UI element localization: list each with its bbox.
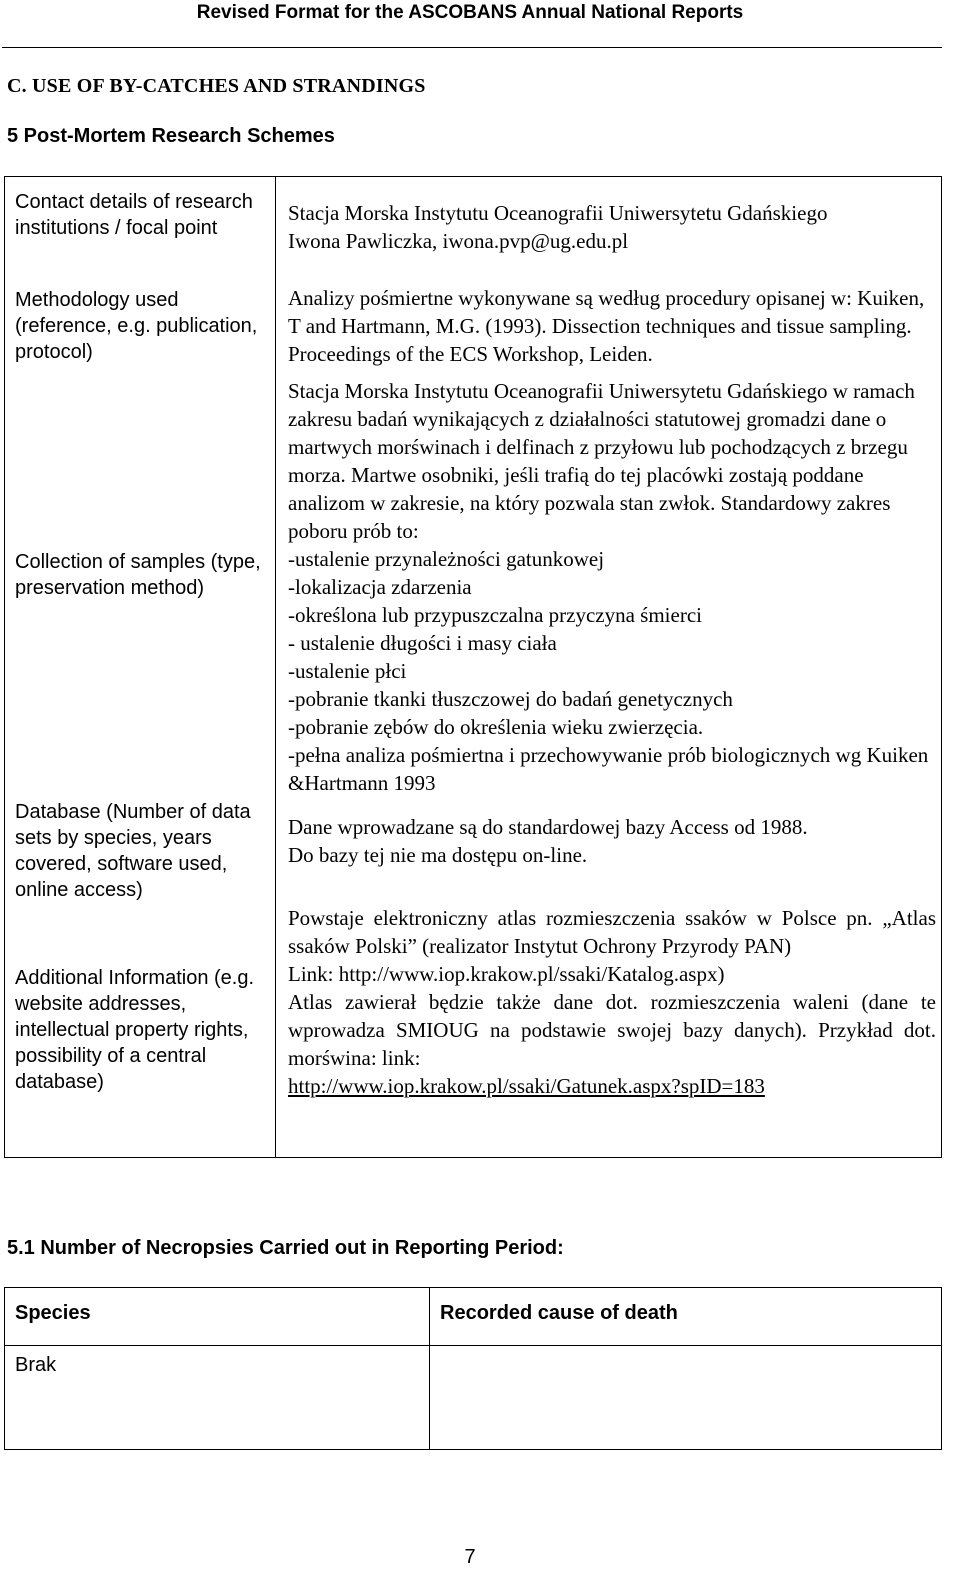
sample-item: -określona lub przypuszczalna przyczyna śmierci xyxy=(288,603,702,627)
page-number: 7 xyxy=(464,1546,476,1568)
contact-person: Iwona Pawliczka, iwona.pvp@ug.edu.pl xyxy=(288,229,629,253)
label-methodology: Methodology used (reference, e.g. publication, protocol) xyxy=(15,289,258,363)
atlas-catalog-link: Link: http://www.iop.krakow.pl/ssaki/Katalog.aspx) xyxy=(288,962,725,986)
database-line: Dane wprowadzane są do standardowej bazy Access od 1988. xyxy=(288,815,808,839)
post-mortem-table xyxy=(4,176,942,1158)
atlas-description: Powstaje elektroniczny atlas rozmieszczenia ssaków w Polsce pn. „Atlas ssaków Polski” (realizator Instytut Ochrony Przyrody PAN) xyxy=(288,906,936,958)
column-header-cause-of-death: Recorded cause of death xyxy=(430,1288,942,1346)
column-divider xyxy=(275,177,276,1157)
sample-item: -ustalenie przynależności gatunkowej xyxy=(288,547,605,571)
sample-item: -ustalenie płci xyxy=(288,659,407,683)
value-additional-info xyxy=(288,904,936,1100)
sample-collection-intro: Stacja Morska Instytutu Oceanografii Uniwersytetu Gdańskiego w ramach zakresu badań wynikających z działalności statutowej gromadzi dane o martwych morświnach i delfinach z przyłowu lub pochodzących z brzegu morza. Martwe osobniki, jeśli trafią do tej placówki zostają poddane analizom w zakresie, na który pozwala stan zwłok. Standardowy zakres poboru prób to: xyxy=(288,379,915,543)
sample-item: -pobranie tkanki tłuszczowej do badań genetycznych xyxy=(288,687,733,711)
database-line: Do bazy tej nie ma dostępu on-line. xyxy=(288,843,588,867)
value-database xyxy=(288,813,936,869)
contact-institution: Stacja Morska Instytutu Oceanografii Uniwersytetu Gdańskiego xyxy=(288,201,828,225)
value-contact-details xyxy=(288,199,936,255)
value-methodology xyxy=(288,284,936,368)
sample-item: -pobranie zębów do określenia wieku zwierzęcia. xyxy=(288,715,704,739)
necropsies-table xyxy=(4,1287,942,1450)
sample-item: -lokalizacja zdarzenia xyxy=(288,575,472,599)
table-header-row xyxy=(5,1288,942,1346)
label-additional-info: Additional Information (e.g. website addresses, intellectual property rights, possibility of a central database) xyxy=(15,967,255,1093)
section-heading: C. USE OF BY-CATCHES AND STRANDINGS xyxy=(7,75,426,97)
table-row xyxy=(5,1346,942,1450)
porpoise-species-link[interactable]: http://www.iop.krakow.pl/ssaki/Gatunek.aspx?spID=183 xyxy=(288,1074,765,1098)
sample-item: -pełna analiza pośmiertna i przechowywanie prób biologicznych wg Kuiken &Hartmann 1993 xyxy=(288,743,929,795)
necropsies-heading: 5.1 Number of Necropsies Carried out in Reporting Period: xyxy=(7,1237,564,1259)
subsection-heading: 5 Post-Mortem Research Schemes xyxy=(7,125,335,147)
label-contact-details: Contact details of research institutions / focal point xyxy=(15,191,253,239)
column-header-species: Species xyxy=(5,1288,430,1346)
atlas-cetacean-note: Atlas zawierał będzie także dane dot. rozmieszczenia waleni (dane te wprowadza SMIOUG na podstawie swojej bazy danych). Przykład dot. morświna: link: xyxy=(288,990,936,1070)
document-header-title: Revised Format for the ASCOBANS Annual National Reports xyxy=(196,2,744,23)
methodology-text: Analizy pośmiertne wykonywane są według procedury opisanej w: Kuiken, T and Hartmann, M.G. (1993). Dissection techniques and tissue sampling. Proceedings of the ECS Workshop, Leiden. xyxy=(288,286,925,366)
cell-species: Brak xyxy=(5,1346,430,1450)
sample-item: - ustalenie długości i masy ciała xyxy=(288,631,557,655)
header-divider xyxy=(2,47,942,48)
label-database: Database (Number of data sets by species, years covered, software used, online access) xyxy=(15,801,251,901)
cell-cause-of-death xyxy=(430,1346,942,1450)
label-sample-collection: Collection of samples (type, preservation method) xyxy=(15,551,261,599)
value-sample-collection xyxy=(288,377,936,797)
